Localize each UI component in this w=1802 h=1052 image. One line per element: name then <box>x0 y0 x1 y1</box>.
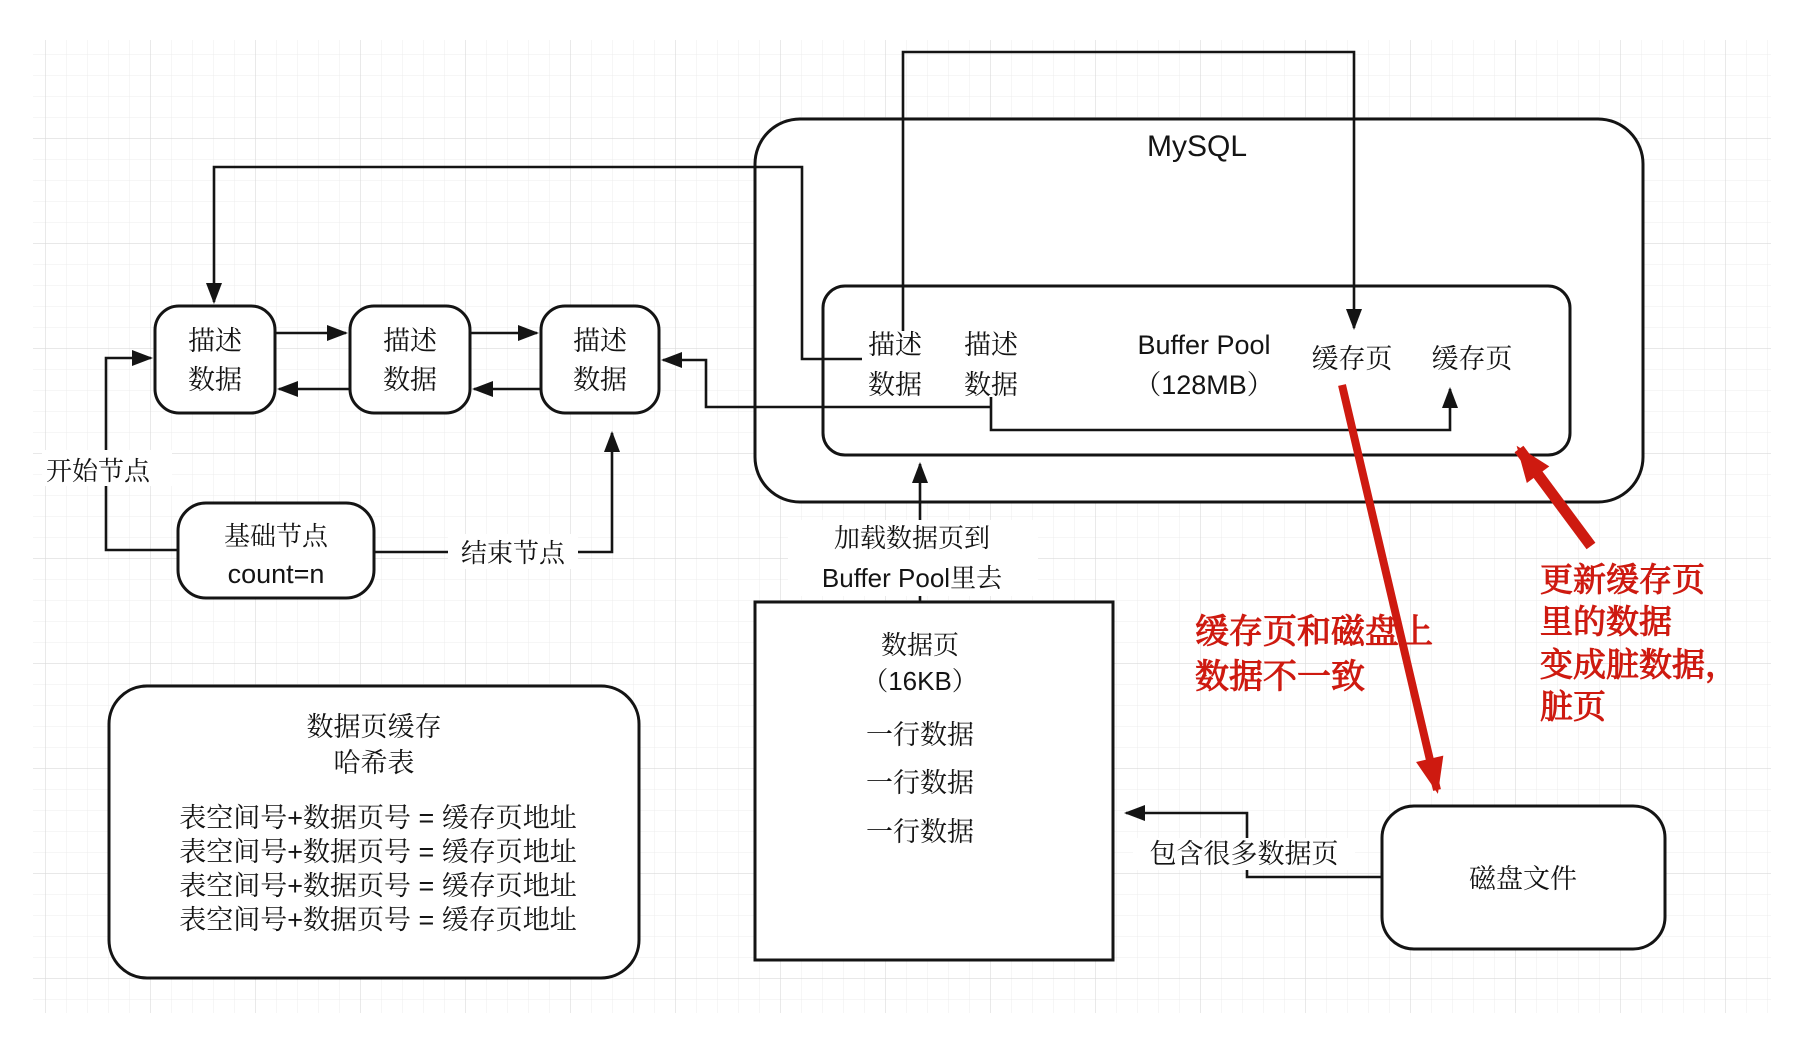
hash-row-4: 表空间号+数据页号 = 缓存页地址 <box>179 905 577 935</box>
load-label-line1: 加载数据页到 <box>833 523 991 553</box>
hash-row-2: 表空间号+数据页号 = 缓存页地址 <box>179 837 577 867</box>
data-page-title: 数据页 <box>880 630 960 660</box>
bp-desc1-line1: 描述 <box>868 330 922 360</box>
red-note-1-line1: 缓存页和磁盘上 <box>1195 613 1433 651</box>
hash-row-3: 表空间号+数据页号 = 缓存页地址 <box>179 871 577 901</box>
red-note-2-line4: 脏页 <box>1540 688 1606 725</box>
mysql-label: MySQL <box>1146 130 1248 163</box>
red-note-2-line3: 变成脏数据， <box>1540 646 1738 683</box>
desc-node-2-line1: 描述 <box>383 326 437 356</box>
red-note-1-line2: 数据不一致 <box>1195 658 1365 696</box>
base-node-line2: count=n <box>227 559 325 589</box>
desc-node-2-line2: 数据 <box>383 365 437 395</box>
data-page-size: （16KB） <box>862 666 978 696</box>
data-page-row-3: 一行数据 <box>866 817 974 847</box>
bp-title-line1: Buffer Pool <box>1137 330 1271 360</box>
desc-node-3 <box>541 306 659 413</box>
bp-title-line2: （128MB） <box>1134 370 1274 400</box>
disk-file-label: 磁盘文件 <box>1469 864 1577 894</box>
hash-title-line2: 哈希表 <box>333 748 415 778</box>
data-page-row-1: 一行数据 <box>866 720 974 750</box>
red-note-2-line2: 里的数据 <box>1540 603 1672 640</box>
desc-node-2 <box>350 306 470 413</box>
hash-row-1: 表空间号+数据页号 = 缓存页地址 <box>179 803 577 833</box>
start-node-label: 开始节点 <box>46 456 151 486</box>
base-node-line1: 基础节点 <box>223 521 329 551</box>
desc-node-1-line2: 数据 <box>188 365 242 395</box>
bp-desc2-line1: 描述 <box>964 330 1018 360</box>
desc-node-1-line1: 描述 <box>188 326 242 356</box>
bp-cache-page-2: 缓存页 <box>1431 344 1513 374</box>
desc-node-3-line2: 数据 <box>573 365 627 395</box>
end-node-label: 结束节点 <box>460 538 566 568</box>
bp-cache-page-1: 缓存页 <box>1311 344 1393 374</box>
load-label-line2: Buffer Pool里去 <box>821 563 1003 593</box>
bp-desc1-line2: 数据 <box>868 370 922 400</box>
desc-node-1 <box>155 306 275 413</box>
desc-node-3-line1: 描述 <box>573 326 627 356</box>
red-note-2-line1: 更新缓存页 <box>1540 561 1705 598</box>
bp-desc2-line2: 数据 <box>964 370 1018 400</box>
contains-label: 包含很多数据页 <box>1149 839 1339 869</box>
hash-title-line1: 数据页缓存 <box>306 712 442 742</box>
data-page-row-2: 一行数据 <box>866 768 974 798</box>
